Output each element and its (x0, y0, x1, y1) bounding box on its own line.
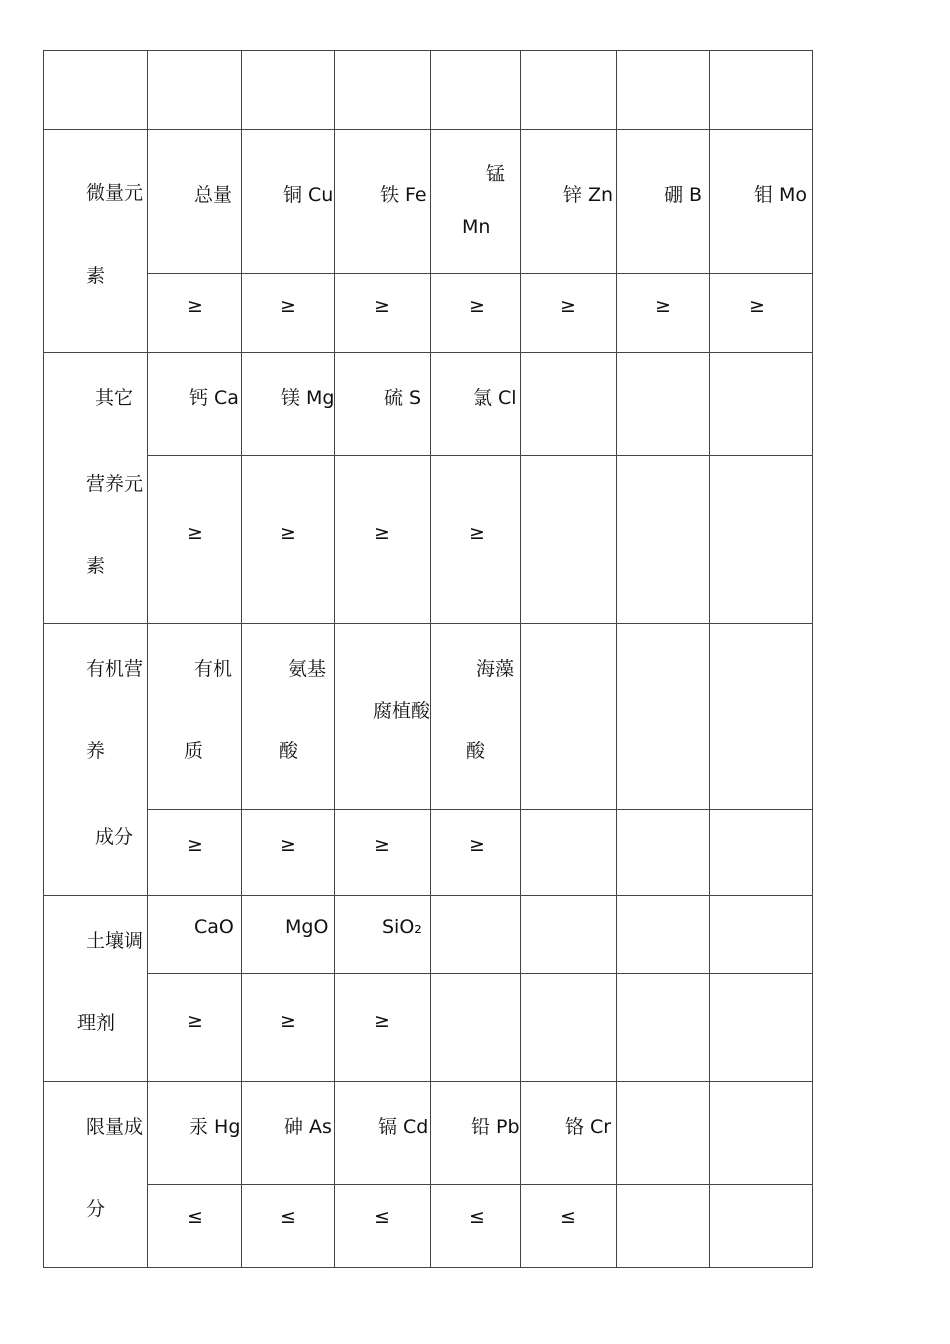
sign-ge: ≥ (469, 834, 485, 856)
sign-ge: ≥ (280, 295, 296, 317)
group-label-limited-2: 分 (86, 1198, 106, 1220)
group-label-organic-3: 成分 (95, 826, 134, 848)
header-as: 砷 As (284, 1116, 332, 1138)
header-alginic-acid-2: 酸 (466, 740, 486, 762)
header-s: 硫 S (384, 387, 422, 409)
header-cl: 氯 Cl (473, 387, 517, 409)
sign-le: ≤ (280, 1206, 296, 1228)
sign-ge: ≥ (374, 1010, 390, 1032)
header-amino-acid: 氨基 (288, 658, 327, 680)
header-pb: 铅 Pb (471, 1116, 520, 1138)
sign-ge: ≥ (655, 295, 671, 317)
header-hg: 汞 Hg (189, 1116, 241, 1138)
group-label-other-3: 素 (86, 555, 106, 577)
group-label-organic: 有机营 (86, 658, 144, 680)
header-cd: 镉 Cd (378, 1116, 429, 1138)
sign-ge: ≥ (187, 295, 203, 317)
sign-le: ≤ (469, 1206, 485, 1228)
sign-ge: ≥ (374, 295, 390, 317)
sign-ge: ≥ (469, 522, 485, 544)
header-mgo: MgO (285, 916, 329, 938)
header-total: 总量 (194, 184, 233, 206)
group-label-limited: 限量成 (86, 1116, 144, 1138)
sign-le: ≤ (187, 1206, 203, 1228)
sign-ge: ≥ (749, 295, 765, 317)
sign-ge: ≥ (560, 295, 576, 317)
header-mo: 钼 Mo (754, 184, 808, 206)
header-fe: 铁 Fe (380, 184, 427, 206)
header-cu: 铜 Cu (283, 184, 334, 206)
group-label-soil-2: 理剂 (77, 1012, 116, 1034)
sign-le: ≤ (374, 1206, 390, 1228)
header-sio2: SiO₂ (382, 916, 422, 938)
header-amino-acid-2: 酸 (279, 740, 299, 762)
group-label-organic-2: 养 (86, 740, 106, 762)
sign-ge: ≥ (187, 522, 203, 544)
sign-ge: ≥ (280, 1010, 296, 1032)
sign-le: ≤ (560, 1206, 576, 1228)
sign-ge: ≥ (374, 834, 390, 856)
header-organic-matter-2: 质 (184, 740, 204, 762)
sign-ge: ≥ (469, 295, 485, 317)
sign-ge: ≥ (187, 1010, 203, 1032)
sign-ge: ≥ (280, 522, 296, 544)
header-cr: 铬 Cr (565, 1116, 612, 1138)
header-cao: CaO (194, 916, 234, 938)
header-ca: 钙 Ca (189, 387, 239, 409)
header-alginic-acid: 海藻 (476, 658, 515, 680)
header-zn: 锌 Zn (563, 184, 614, 206)
group-label-other-2: 营养元 (86, 473, 144, 495)
sign-ge: ≥ (280, 834, 296, 856)
sign-ge: ≥ (187, 834, 203, 856)
group-label-trace-2: 素 (86, 265, 106, 287)
table-border (44, 51, 813, 1268)
group-label-trace: 微量元 (86, 182, 144, 204)
header-mn-symbol: Mn (462, 216, 491, 238)
header-mg: 镁 Mg (281, 387, 335, 409)
group-label-other: 其它 (95, 387, 134, 409)
header-humic-acid: 腐植酸 (373, 700, 431, 722)
sign-ge: ≥ (374, 522, 390, 544)
group-label-soil: 土壤调 (86, 930, 144, 952)
header-organic-matter: 有机 (194, 658, 233, 680)
header-mn: 锰 (486, 163, 506, 185)
header-b: 硼 B (664, 184, 703, 206)
